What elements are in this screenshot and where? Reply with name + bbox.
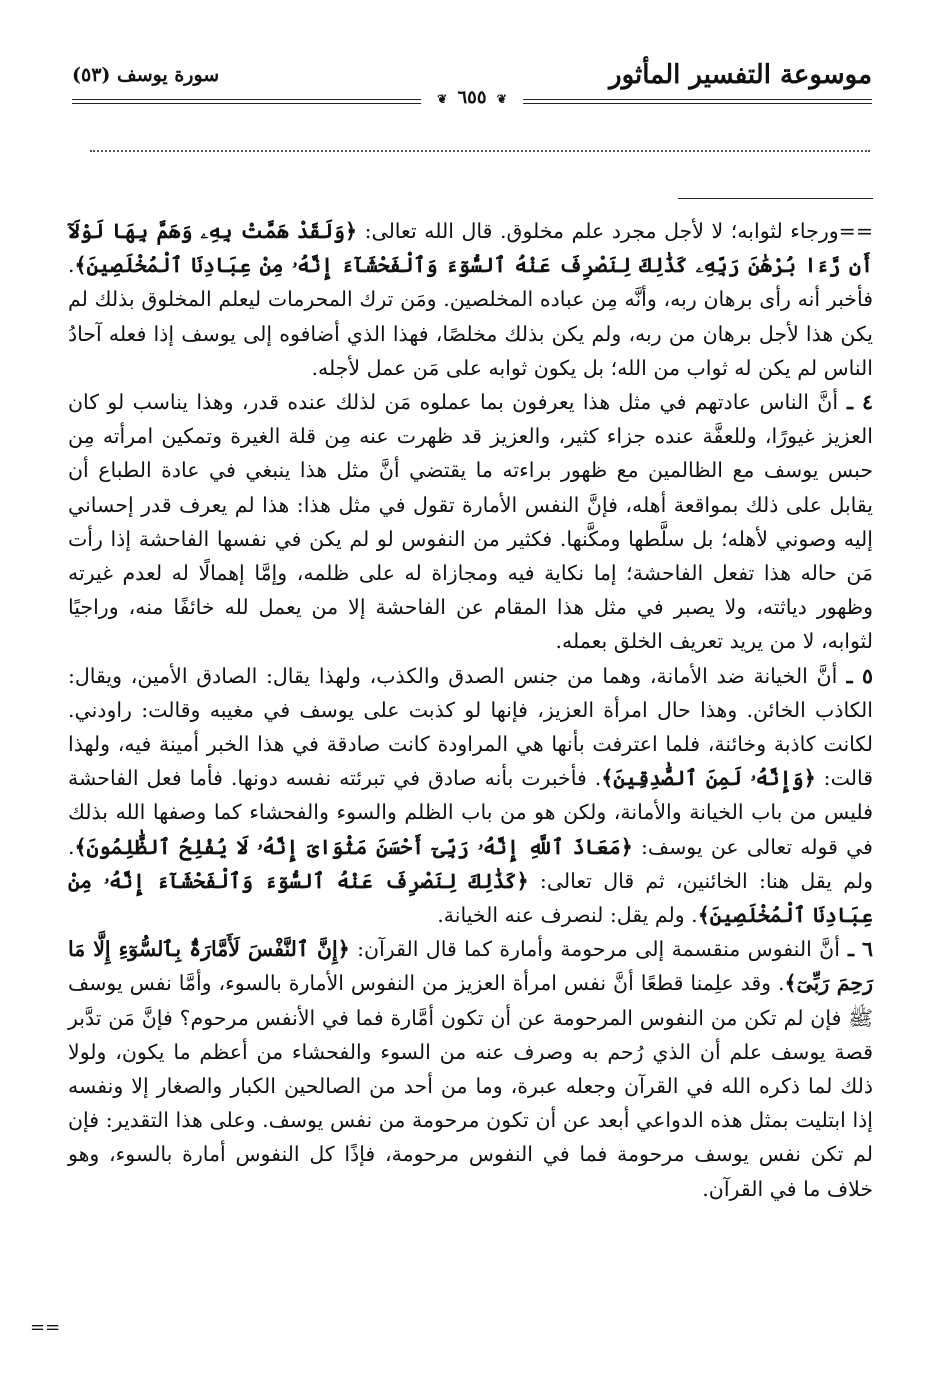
sura-name: سورة يوسف (٥٣) — [72, 64, 220, 86]
ornament-icon: ❦ — [437, 92, 448, 106]
paragraph — [68, 214, 873, 385]
point-number: ٥ ـ — [837, 663, 873, 688]
paragraph-text: أنَّ الناس عادتهم في مثل هذا يعرفون بما عملوه مَن لذلك عنده قدر، وهذا يناسب لو كان العزيز غيورًا، وللعفَّة عنده جزاء كثير، والعزيز قد ظهرت عنه مِن قلة الغيرة وتمكين امرأته مِن حبس يوسف مع الظالمين مع ظهور براءته ما يقتضي أنَّ مثل هذا ينبغي في عادة الطباع أن يقابل على ذلك بمواقعة أهله، فإنَّ النفس الأمارة تقول في مثل هذا: هذا لم يعرف قدر إحساني إليه وصوني لأهله؛ بل سلَّطها ومكَّنها. فكثير من النفوس لو لم يكن في نفسها الفاحشة إذا رأت مَن حاله هذا تفعل الفاحشة؛ إما نكاية فيه ومجازاة له على ظلمه، وإمَّا إهمالًا له لعدم غيرته وظهور دياثته، ولا يصبر في مثل هذا المقام عن الفاحشة إلا من يعمل لله خائفًا منه، وراجيًا لثوابه، لا من يريد تعريف الخلق بعمله. — [68, 390, 873, 654]
dotted-separator — [90, 150, 870, 156]
book-title: موسوعة التفسير المأثور — [609, 60, 872, 90]
paragraph-text: أنَّ الخيانة ضد الأمانة، وهما من جنس الصدق والكذب، ولهذا يقال: الصادق الأمين، ويقال: الكاذب الخائن. وهذا حال امرأة العزيز، فإنها لو كذبت على يوسف في مغيبه وقالت: راودني. لكانت كاذبة وخائنة، فلما اعترفت بأنها هي المراودة كانت صادقة في هذا الخبر أمينة فيه، ولهذا قالت: — [68, 663, 874, 791]
paragraph-text: ==ورجاء لثوابه؛ لا لأجل مجرد علم مخلوق. قال الله تعالى: — [357, 219, 874, 243]
quran-verse: ﴿وَلَقَدْ هَمَّتْ بِهِۦ وَهَمَّ بِهَا لَوْلَآ أَن رَّءَا بُرْهَٰنَ رَبِّهِۦ كَذَٰلِكَ لِنَصْرِفَ عَنْهُ ٱلسُّوٓءَ وَٱلْفَحْشَآءَ إِنَّهُۥ مِنْ عِبَادِنَا ٱلْمُخْلَصِينَ﴾ — [68, 219, 873, 278]
point-number: ٤ ـ — [838, 390, 874, 415]
paragraph-text: . وقد علِمنا قطعًا أنَّ نفس امرأة العزيز من النفوس الأمارة بالسوء، وأمَّا نفس يوسف ﷺ فإن لم تكن من النفوس المرحومة عن أن تكون أمَّارة فما في الأنفس مرحوم؟ فإنَّ مَن تدَّبر قصة يوسف علم أن الذي رُحم به وصرف عنه من السوء والفحشاء من أعظم ما يكون، ولولا ذلك لما ذكره الله في القرآن وجعله عبرة، وما من أحد من الصالحين الكبار والصغار إلا ونفسه إذا ابتليت بمثل هذه الدواعي أبعد عن أن تكون مرحومة من نفس يوسف. وعلى هذا التقدير: فإن لم تكن نفس يوسف مرحومة فما في النفوس مرحومة، فإذًا كل النفوس أمارة بالسوء، وهو خلاف ما في القرآن. — [68, 971, 873, 1201]
paragraph — [68, 385, 873, 659]
ornament-icon: ❦ — [496, 92, 507, 106]
quran-verse: ﴿مَعَاذَ ٱللَّهِ إِنَّهُۥ رَبِّىٓ أَحْسَنَ مَثْوَاىَ إِنَّهُۥ لَا يُفْلِحُ ٱلظَّٰلِمُونَ﴾ — [74, 834, 633, 859]
quran-verse: ﴿وَإِنَّهُۥ لَمِنَ ٱلصَّٰدِقِينَ﴾ — [601, 766, 816, 791]
quran-verse: ﴿كَذَٰلِكَ لِنَصْرِفَ عَنْهُ ٱلسُّوٓءَ وَٱلْفَحْشَآءَ إِنَّهُۥ مِنْ عِبَادِنَا ٱلْمُخْلَصِينَ﴾ — [68, 868, 873, 928]
paragraph-text: . ولم يقل: لنصرف عنه الخيانة. — [437, 903, 698, 928]
paragraph-text: أنَّ النفوس منقسمة إلى مرحومة وأمارة كما قال القرآن: — [349, 937, 840, 962]
footnote-rule — [678, 198, 873, 199]
point-number: ٦ ـ — [839, 937, 873, 962]
paragraph — [68, 932, 873, 1206]
continuation-mark: == — [30, 1317, 61, 1338]
main-text — [68, 214, 873, 1206]
page-header — [72, 56, 872, 106]
paragraph — [68, 659, 873, 933]
quran-verse: ﴿إِنَّ ٱلنَّفْسَ لَأَمَّارَةٌۢ بِٱلسُّوٓءِ إِلَّا مَا رَحِمَ رَبِّىٓ﴾ — [68, 937, 873, 996]
paragraph-text: . ولم يقل هنا: الخائنين، ثم قال تعالى: — [68, 834, 873, 893]
paragraph-text: . فأخبر أنه رأى برهان ربه، وأنَّه مِن عباده المخلصين. ومَن ترك المحرمات ليعلم المخلوق بذلك لم يكن هذا لأجل برهان من ربه، ولم يكن بذلك مخلصًا، فهذا الذي أضافوه إلى يوسف إذا فعله آحادُ الناس لم يكن له ثواب من الله؛ بل يكون ثوابه على مَن عمل لأجله. — [68, 253, 873, 380]
page-number-block — [421, 87, 523, 108]
page-number: ٦٥٥ — [457, 87, 487, 108]
paragraph-text: . فأخبرت بأنه صادق في تبرئته نفسه دونها. فأما فعل الفاحشة فليس من باب الخيانة والأمانة، ولكن هو من باب الظلم والسوء والفحشاء كما وصفها الله بذلك في قوله تعالى عن يوسف: — [68, 766, 873, 859]
